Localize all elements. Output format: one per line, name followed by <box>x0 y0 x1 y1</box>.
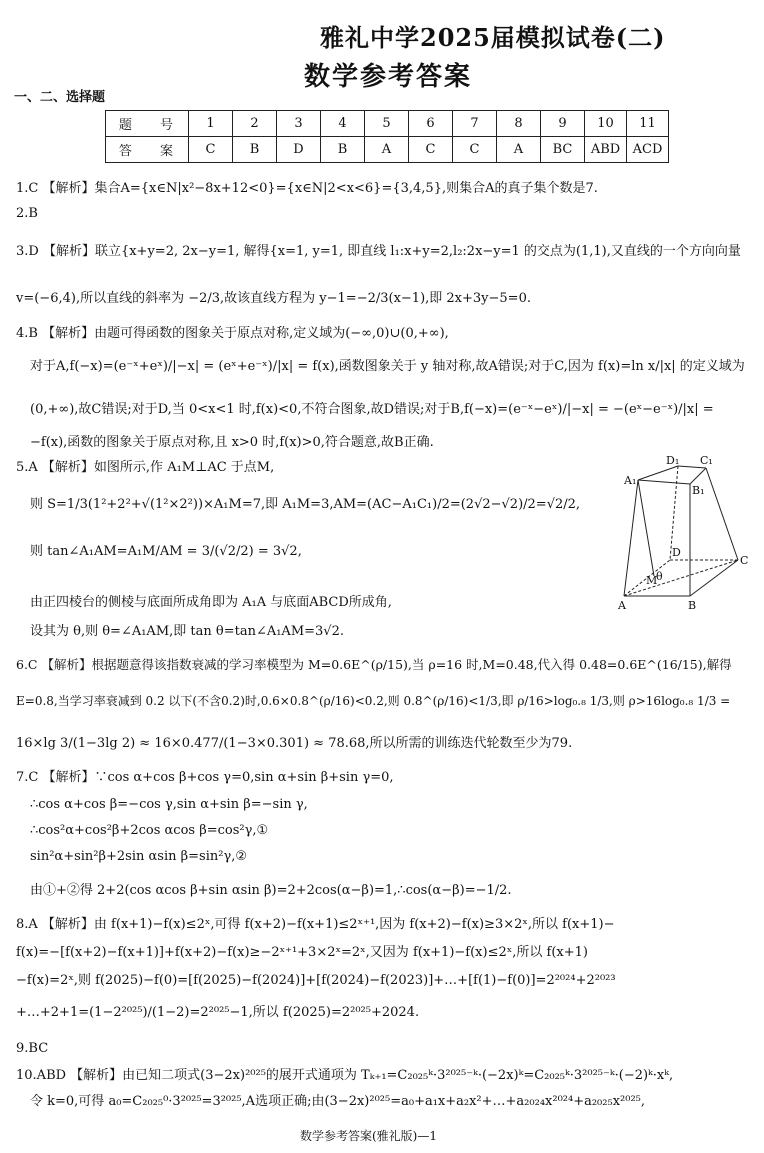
table-cell: 1 <box>189 111 233 137</box>
table-cell: 5 <box>365 111 409 137</box>
solution-line: 1.C 【解析】集合A={x∈N|x²−8x+12<0}={x∈N|2<x<6}={3,4,5},则集合A的真子集个数是7. <box>16 181 598 196</box>
table-cell: B <box>233 137 277 163</box>
table-cell: C <box>453 137 497 163</box>
solution-line: 6.C 【解析】根据题意得该指数衰减的学习率模型为 M=0.6E^(ρ/15),当 ρ=16 时,M=0.48,代入得 0.48=0.6E^(16/15),解得 <box>16 657 732 672</box>
table-cell: A <box>365 137 409 163</box>
solution-line: 2.B <box>16 206 38 221</box>
table-cell: 2 <box>233 111 277 137</box>
vertex-label: C <box>740 554 749 567</box>
solution-line: (0,+∞),故C错误;对于D,当 0<x<1 时,f(x)<0,不符合图象,故D错误;对于B,f(−x)=(e⁻ˣ−eˣ)/|−x| = −(eˣ−e⁻ˣ)/|x| = <box>30 402 714 417</box>
solution-line: E=0.8,当学习率衰减到 0.2 以下(不含0.2)时,0.6×0.8^(ρ/16)<0.2,则 0.8^(ρ/16)<1/3,即 ρ/16>log₀.₈ 1/3,则 ρ>16log₀.₈ 1/3 = <box>16 694 731 708</box>
frustum-figure <box>604 454 754 612</box>
solution-line: 7.C 【解析】∵cos α+cos β+cos γ=0,sin α+sin β+sin γ=0, <box>16 770 394 785</box>
solution-line: +…+2+1=(1−2²⁰²⁵)/(1−2)=2²⁰²⁵−1,所以 f(2025)=2²⁰²⁵+2024. <box>16 1005 420 1020</box>
table-cell: 6 <box>409 111 453 137</box>
solution-line: 则 S=1/3(1²+2²+√(1²×2²))×A₁M=7,即 A₁M=3,AM=(AC−A₁C₁)/2=(2√2−√2)/2=√2/2, <box>30 497 581 512</box>
solution-line: 9.BC <box>16 1041 49 1056</box>
solution-line: f(x)=−[f(x+2)−f(x+1)]+f(x+2)−f(x)≥−2ˣ⁺¹+3×2ˣ=2ˣ,又因为 f(x+1)−f(x)≤2ˣ,所以 f(x+1) <box>16 945 588 960</box>
solution-line: 10.ABD 【解析】由已知二项式(3−2x)²⁰²⁵的展开式通项为 Tₖ₊₁=C₂₀₂₅ᵏ·3²⁰²⁵⁻ᵏ·(−2x)ᵏ=C₂₀₂₅ᵏ·3²⁰²⁵⁻ᵏ·(−2)ᵏ·xᵏ, <box>16 1068 674 1083</box>
table-cell: C <box>409 137 453 163</box>
vertex-label: C₁ <box>700 454 713 467</box>
table-cell: 10 <box>585 111 627 137</box>
solution-line: v=(−6,4),所以直线的斜率为 −2/3,故该直线方程为 y−1=−2/3(x−1),即 2x+3y−5=0. <box>16 291 531 306</box>
vertex-label: B₁ <box>692 484 705 497</box>
table-cell: 11 <box>627 111 669 137</box>
table-cell: D <box>277 137 321 163</box>
solution-line: 由①+②得 2+2(cos αcos β+sin αsin β)=2+2cos(α−β)=1,∴cos(α−β)=−1/2. <box>30 883 512 898</box>
solution-line: 5.A 【解析】如图所示,作 A₁M⊥AC 于点M, <box>16 460 275 475</box>
solution-line: −f(x),函数的图象关于原点对称,且 x>0 时,f(x)>0,符合题意,故B正确. <box>30 435 434 450</box>
table-cell: 3 <box>277 111 321 137</box>
table-cell: C <box>189 137 233 163</box>
table-cell: 8 <box>497 111 541 137</box>
table-row-numbers <box>106 111 669 137</box>
solution-line: sin²α+sin²β+2sin αsin β=sin²γ,② <box>30 849 248 864</box>
vertex-label: B <box>688 599 697 612</box>
solution-line: −f(x)=2ˣ,则 f(2025)−f(0)=[f(2025)−f(2024)]+[f(2024)−f(2023)]+…+[f(1)−f(0)]=2²⁰²⁴+2²⁰²³ <box>16 973 616 988</box>
table-cell: BC <box>541 137 585 163</box>
table-row-label: 题 号 <box>106 111 189 137</box>
table-cell: 7 <box>453 111 497 137</box>
solution-line: 则 tan∠A₁AM=A₁M/AM = 3/(√2/2) = 3√2, <box>30 544 302 559</box>
table-cell: 4 <box>321 111 365 137</box>
solution-line: 对于A,f(−x)=(e⁻ˣ+eˣ)/|−x| = (eˣ+e⁻ˣ)/|x| = f(x),函数图象关于 y 轴对称,故A错误;对于C,因为 f(x)=ln x/|x| 的定义域为 <box>30 359 745 374</box>
page-footer: 数学参考答案(雅礼版)—1 <box>300 1129 437 1143</box>
table-cell: ABD <box>585 137 627 163</box>
table-cell: B <box>321 137 365 163</box>
solution-line: 16×lg 3/(1−3lg 2) ≈ 16×0.477/(1−3×0.301) ≈ 78.68,所以所需的训练迭代轮数至少为79. <box>16 736 573 751</box>
vertex-label: M <box>646 574 658 587</box>
vertex-label: A₁ <box>624 474 637 487</box>
table-row-answers <box>106 137 669 163</box>
table-cell: A <box>497 137 541 163</box>
table-cell: ACD <box>627 137 669 163</box>
table-cell: 9 <box>541 111 585 137</box>
solution-line: 4.B 【解析】由题可得函数的图象关于原点对称,定义域为(−∞,0)∪(0,+∞), <box>16 326 449 341</box>
solution-line: 由正四棱台的侧棱与底面所成角即为 A₁A 与底面ABCD所成角, <box>30 595 392 610</box>
exam-title: 雅礼中学2025届模拟试卷(二) <box>320 23 666 52</box>
vertex-label: D <box>672 546 681 559</box>
section-heading: 一、二、选择题 <box>14 90 106 105</box>
table-row-label: 答 案 <box>106 137 189 163</box>
solution-line: ∴cos²α+cos²β+2cos αcos β=cos²γ,① <box>30 823 269 838</box>
answer-table <box>105 110 669 163</box>
solution-line: 8.A 【解析】由 f(x+1)−f(x)≤2ˣ,可得 f(x+2)−f(x+1)≤2ˣ⁺¹,因为 f(x+2)−f(x)≥3×2ˣ,所以 f(x+1)− <box>16 917 615 932</box>
vertex-label: D₁ <box>666 454 680 467</box>
vertex-label: A <box>618 599 626 612</box>
solution-line: ∴cos α+cos β=−cos γ,sin α+sin β=−sin γ, <box>30 797 308 812</box>
angle-label: θ <box>656 570 663 583</box>
solution-line: 设其为 θ,则 θ=∠A₁AM,即 tan θ=tan∠A₁AM=3√2. <box>30 624 344 639</box>
solution-line: 3.D 【解析】联立{x+y=2, 2x−y=1, 解得{x=1, y=1, 即直线 l₁:x+y=2,l₂:2x−y=1 的交点为(1,1),又直线的一个方向向量 <box>16 244 741 259</box>
solution-line: 令 k=0,可得 a₀=C₂₀₂₅⁰·3²⁰²⁵=3²⁰²⁵,A选项正确;由(3−2x)²⁰²⁵=a₀+a₁x+a₂x²+…+a₂₀₂₄x²⁰²⁴+a₂₀₂₅x²⁰²⁵, <box>30 1094 646 1109</box>
answer-key-title: 数学参考答案 <box>304 62 473 92</box>
